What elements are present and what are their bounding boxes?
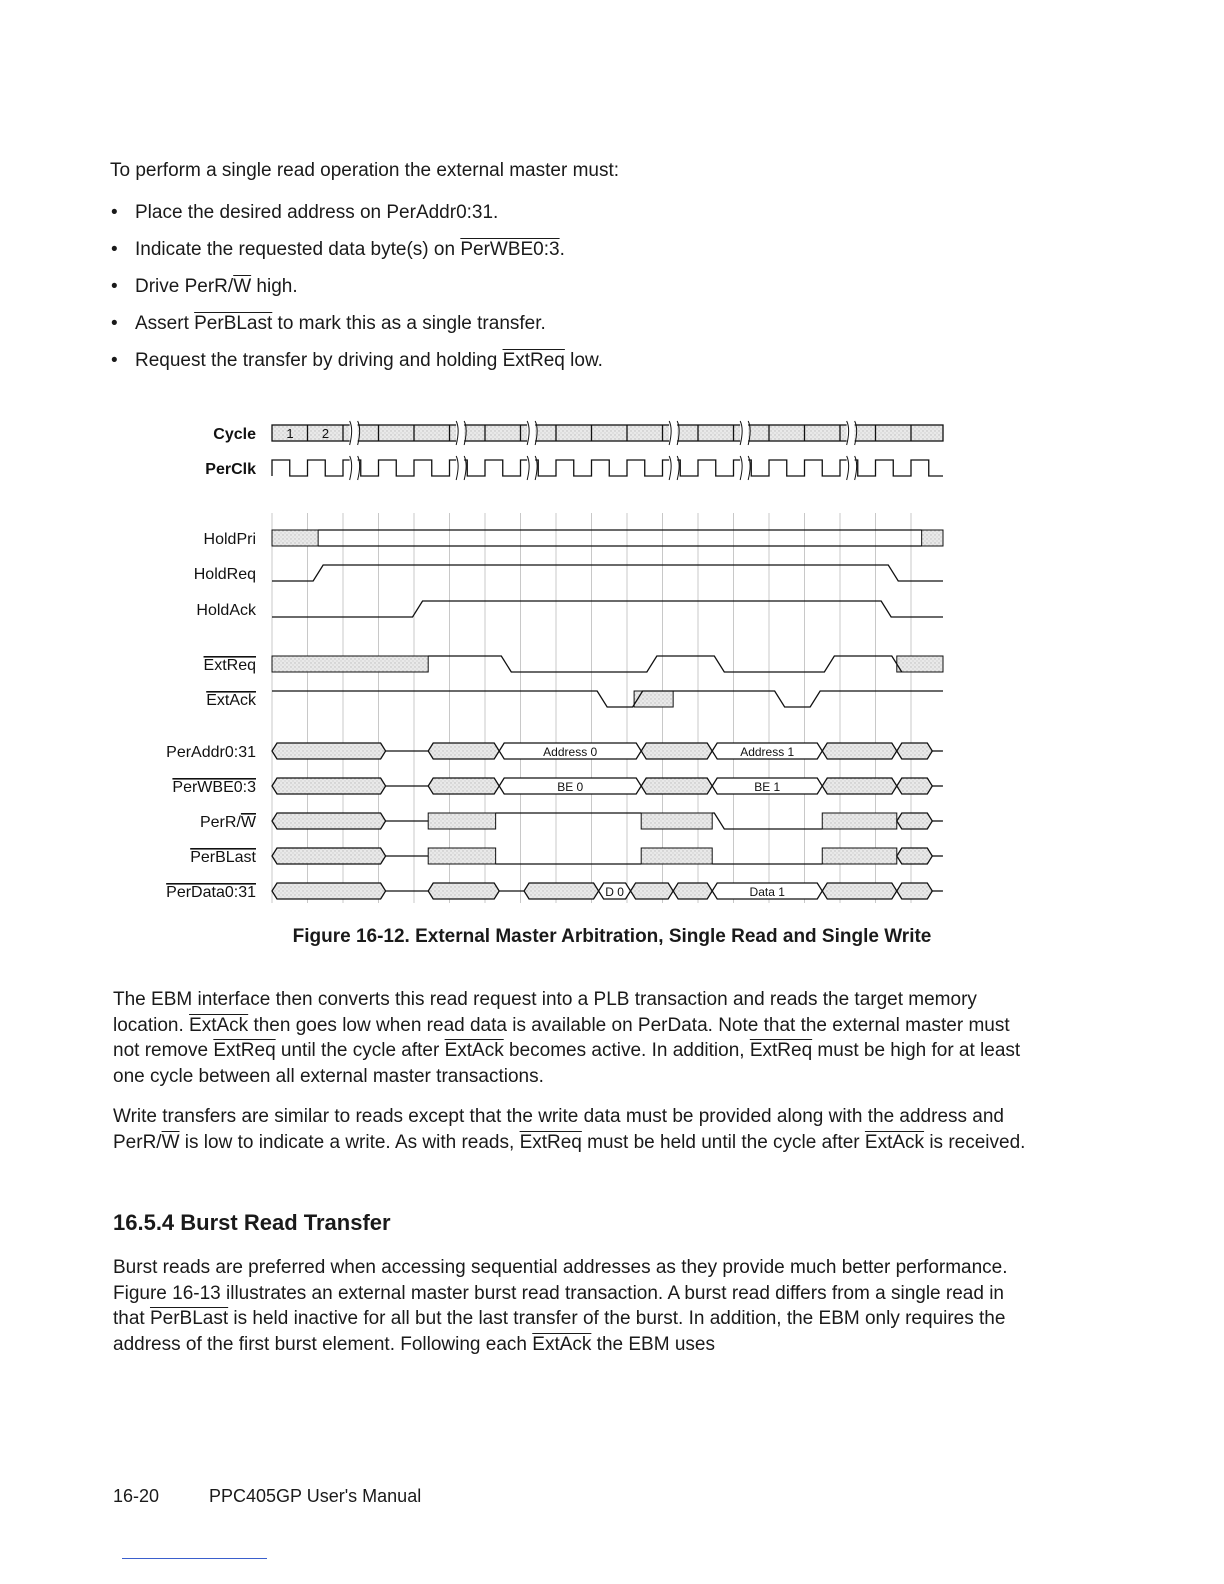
bullet-list	[110, 200, 603, 385]
overbar-signal: ExtAck	[864, 1131, 925, 1153]
paragraph-burst-read	[113, 1255, 1038, 1357]
paragraph-text: the EBM uses	[591, 1333, 715, 1355]
rw-waveform	[712, 813, 822, 829]
extreq-unknown	[272, 656, 428, 672]
extreq-waveform	[428, 656, 902, 672]
timing-diagram	[150, 418, 960, 910]
bullet-item	[110, 237, 603, 274]
paragraph-text: then goes low when read data is available on PerData. Note that the external master must not remove	[113, 1014, 1010, 1061]
overbar-signal: PerWBE0:3	[460, 239, 560, 260]
signal-label: PerBLast	[190, 849, 256, 866]
bullet-text: to mark this as a single transfer.	[272, 313, 546, 334]
signal-label: Cycle	[213, 426, 256, 443]
bus-unknown	[272, 848, 386, 864]
bullet-text: .	[559, 239, 565, 260]
bullet-text: Request the transfer by driving and holding	[135, 350, 503, 371]
addr-unknown	[822, 743, 897, 759]
bullet-item	[110, 200, 603, 237]
signal-label: HoldReq	[193, 566, 256, 583]
overbar-signal: ExtAck	[532, 1333, 592, 1355]
rw-unknown	[428, 813, 495, 829]
signal-label: PerAddr0:31	[166, 744, 256, 761]
bus-value-label: Address 1	[740, 745, 795, 759]
bus-unknown	[897, 848, 933, 864]
bus-value-label: Data 1	[749, 885, 785, 899]
figure-caption: Figure 16-12. External Master Arbitration, Single Read and Single Write	[292, 926, 932, 947]
data-unknown	[673, 883, 712, 899]
rw-unknown	[641, 813, 712, 829]
data-unknown	[822, 883, 897, 899]
bus-value-label: D 0	[605, 885, 624, 899]
clock-waveform	[272, 460, 943, 476]
paragraph-write-transfers	[113, 1104, 1038, 1155]
bullet-text: Indicate the requested data byte(s) on	[135, 239, 461, 260]
bus-value-label: BE 0	[557, 780, 584, 794]
holdpri-unknown	[272, 530, 318, 546]
paragraph-text: is received.	[924, 1131, 1026, 1153]
signal-label: PerWBE0:3	[172, 779, 256, 796]
extack-unknown	[634, 691, 673, 707]
paragraph-text: until the cycle after	[275, 1040, 445, 1061]
addr-unknown	[641, 743, 712, 759]
bus-unknown	[272, 778, 386, 794]
holdreq-waveform	[272, 565, 943, 581]
signal-label: HoldAck	[196, 602, 256, 619]
paragraph-text: is held inactive for all but the last transfer of the burst. In addition, the EBM only requires the address of the first burst element. Following each	[113, 1308, 1006, 1355]
bullet-item	[110, 311, 603, 348]
bullet-item	[110, 348, 603, 385]
be-unknown	[822, 778, 897, 794]
signal-label: ExtAck	[206, 692, 256, 709]
holdpri-waveform	[318, 530, 922, 546]
page-footer	[113, 1486, 421, 1507]
paragraph-text: is low to indicate a write. As with reads,	[179, 1131, 520, 1153]
data-unknown	[631, 883, 674, 899]
bullet-text: Place the desired address on PerAddr0:31.	[135, 202, 499, 223]
signal-label: PerR/W	[199, 814, 256, 831]
be-unknown	[641, 778, 712, 794]
bullet-text: high.	[251, 276, 298, 297]
bus-unknown	[897, 743, 933, 759]
page-number: 16-20	[113, 1486, 160, 1506]
blast-unknown	[428, 848, 495, 864]
bus-unknown	[897, 778, 933, 794]
be-unknown	[428, 778, 499, 794]
cycle-number: 2	[321, 426, 330, 441]
overbar-signal: ExtReq	[502, 350, 565, 371]
overbar-signal: ExtAck	[189, 1014, 249, 1036]
bullet-text: low.	[564, 350, 603, 371]
bus-unknown	[897, 883, 933, 899]
addr-unknown	[428, 743, 499, 759]
data-unknown	[524, 883, 599, 899]
extreq-unknown	[897, 656, 943, 672]
bullet-text: Assert	[135, 313, 195, 334]
overbar-signal: PerBLast	[149, 1308, 229, 1329]
overbar-signal: $\overline{W}$	[161, 1131, 180, 1153]
signal-label: PerClk	[205, 461, 256, 478]
overbar-signal: ExtAck	[444, 1040, 504, 1061]
paragraph-ebm-read	[113, 987, 1038, 1089]
bullet-item	[110, 274, 603, 311]
intro-text: To perform a single read operation the external master must:	[110, 160, 620, 181]
paragraph-text: Write transfers are similar to reads except that the write data must be provided along with the address and PerR/	[113, 1106, 1004, 1153]
blast-unknown	[641, 848, 712, 864]
signal-label: HoldPri	[203, 531, 256, 548]
manual-title: PPC405GP User's Manual	[209, 1486, 422, 1506]
overbar-signal: ExtReq	[519, 1131, 582, 1153]
paragraph-text: becomes active. In addition,	[503, 1040, 750, 1061]
cycle-row	[272, 425, 943, 441]
holdack-waveform	[272, 601, 943, 617]
overbar-signal: ExtReq	[749, 1040, 813, 1061]
bus-value-label: Address 0	[543, 745, 598, 759]
signal-label: PerData0:31	[166, 884, 256, 901]
bullet-text: Drive PerR/	[135, 276, 234, 297]
extack-waveform	[272, 691, 943, 707]
bus-value-label: BE 1	[754, 780, 781, 794]
cycle-number: 1	[286, 426, 294, 441]
blast-unknown	[822, 848, 897, 864]
overbar-signal: ExtReq	[213, 1040, 276, 1061]
overbar-signal: $\overline{W}$	[233, 276, 252, 297]
paragraph-text: must be held until the cycle after	[581, 1131, 865, 1153]
rw-unknown	[822, 813, 897, 829]
bus-unknown	[272, 813, 386, 829]
divider	[122, 1558, 267, 1559]
holdpri-unknown	[922, 530, 943, 546]
overbar-signal: PerBLast	[194, 313, 273, 334]
paragraph-text: must be high for at least one cycle between all external master transactions.	[113, 1040, 1021, 1087]
paragraph-text: The EBM interface then converts this read request into a PLB transaction and reads the target memory location.	[113, 989, 977, 1036]
bus-unknown	[897, 813, 933, 829]
bus-unknown	[272, 743, 386, 759]
section-heading: 16.5.4 Burst Read Transfer	[113, 1210, 391, 1235]
paragraph-text: Burst reads are preferred when accessing sequential addresses as they provide much better performance. Figure 16-13 illustrates an external master burst read transaction. A burst read differs from a single read in that	[113, 1257, 1008, 1329]
signal-label: ExtReq	[203, 657, 256, 674]
data-unknown	[428, 883, 499, 899]
bus-unknown	[272, 883, 386, 899]
